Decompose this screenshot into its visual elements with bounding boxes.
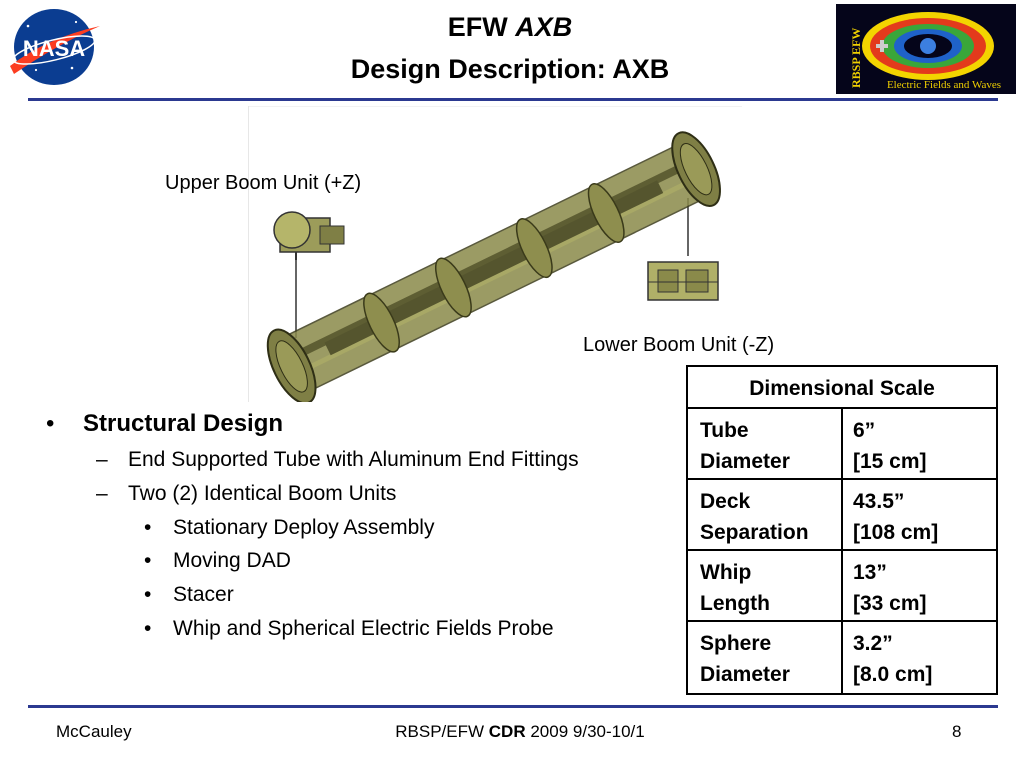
bullet-main-text: Structural Design — [83, 410, 284, 437]
row-label-line1: Sphere — [700, 632, 772, 655]
row-label-line2: Diameter — [700, 450, 790, 473]
row-value-imperial: 13” — [853, 561, 887, 584]
row-label — [700, 557, 770, 619]
row-value — [853, 628, 932, 690]
footer-review: CDR — [488, 722, 526, 741]
title-italic: AXB — [515, 12, 573, 42]
row-label-line2: Diameter — [700, 663, 790, 686]
dash-marker: – — [96, 448, 108, 471]
table-row — [688, 622, 996, 693]
row-value-metric: [108 cm] — [853, 521, 939, 544]
footer-author: McCauley — [56, 722, 132, 741]
nasa-logo — [6, 4, 102, 90]
dimensional-scale-table — [686, 365, 998, 695]
page-title-line2: Design Description: AXB — [350, 54, 670, 84]
row-label — [700, 628, 790, 690]
rbsp-caption: Electric Fields and Waves — [886, 79, 1002, 91]
table-row — [688, 409, 996, 480]
row-label-line1: Deck — [700, 490, 751, 513]
dash-marker: – — [96, 482, 108, 505]
list-item-text: End Supported Tube with Aluminum End Fittings — [128, 448, 579, 471]
row-value-imperial: 3.2” — [853, 632, 893, 655]
row-label — [700, 486, 809, 548]
table-row — [688, 480, 996, 551]
rbsp-side-text: RBSP EFW — [849, 27, 863, 88]
row-value-metric: [8.0 cm] — [853, 663, 933, 686]
footer-date: 2009 9/30-10/1 — [525, 722, 645, 741]
title-prefix: EFW — [447, 12, 516, 42]
row-label-line2: Separation — [700, 521, 809, 544]
row-value — [853, 486, 938, 548]
header-rule — [28, 98, 998, 101]
list-subitem-text: Moving DAD — [173, 549, 291, 572]
row-value — [853, 557, 927, 619]
row-value — [853, 415, 927, 477]
row-value-metric: [33 cm] — [853, 592, 927, 615]
bullet-dot: • — [144, 583, 152, 606]
list-item-text: Two (2) Identical Boom Units — [128, 482, 397, 505]
list-subitem-text: Stacer — [173, 583, 234, 606]
footer-center — [360, 722, 680, 742]
row-label-line2: Length — [700, 592, 770, 615]
row-label — [700, 415, 790, 477]
upper-boom-label: Upper Boom Unit (+Z) — [165, 172, 362, 194]
axb-assembly-diagram — [248, 106, 742, 402]
bullet-dot: • — [144, 617, 152, 640]
rbsp-efw-logo — [836, 4, 1016, 94]
row-value-imperial: 6” — [853, 419, 876, 442]
row-value-imperial: 43.5” — [853, 490, 905, 513]
bullet-dot: • — [144, 549, 152, 572]
lower-boom-label: Lower Boom Unit (-Z) — [583, 334, 775, 356]
row-value-metric: [15 cm] — [853, 450, 927, 473]
list-subitem-text: Stationary Deploy Assembly — [173, 516, 435, 539]
bullet-dot: • — [46, 410, 55, 437]
lower-boom-unit — [648, 262, 718, 300]
footer-project: RBSP/EFW — [395, 722, 489, 741]
bullet-dot: • — [144, 516, 152, 539]
page-number: 8 — [952, 722, 962, 741]
row-label-line1: Tube — [700, 419, 749, 442]
table-row — [688, 551, 996, 622]
row-label-line1: Whip — [700, 561, 752, 584]
footer-rule — [28, 705, 998, 708]
list-subitem-text: Whip and Spherical Electric Fields Probe — [173, 617, 554, 640]
page-title-line1 — [230, 10, 790, 44]
nasa-text: NASA — [22, 36, 86, 61]
table-header: Dimensional Scale — [688, 367, 996, 409]
